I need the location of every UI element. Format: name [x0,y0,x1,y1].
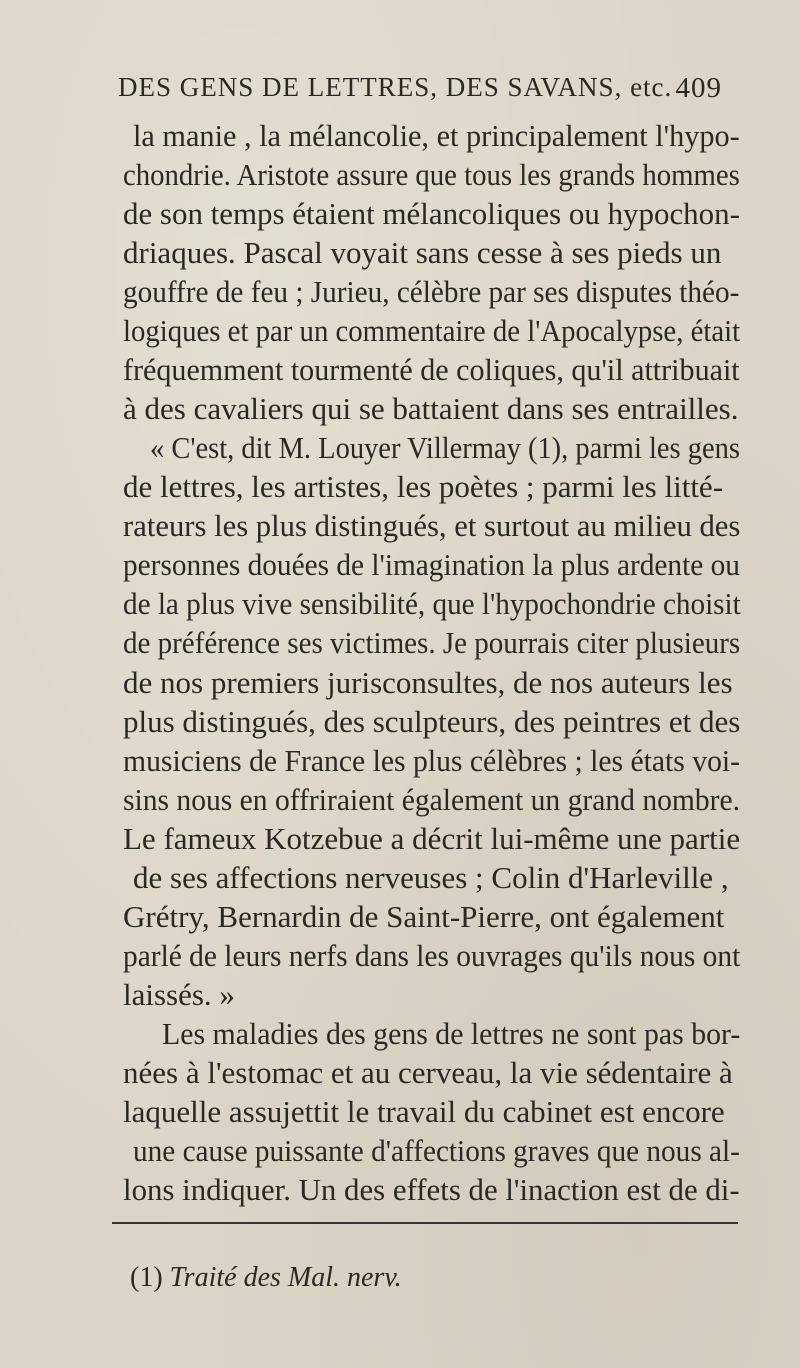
text-line: « C'est, dit M. Louyer Villermay (1), parmi les gens [150,430,740,465]
text-line: Le fameux Kotzebue a décrit lui-même une partie [123,821,741,856]
text-line: de son temps étaient mélancoliques ou hypochon- [123,196,740,231]
text-line: logiques et par un commentaire de l'Apocalypse, était [123,313,741,348]
text-line: laissés. » [123,977,235,1012]
text-line: de ses affections nerveuses ; Colin d'Harleville , [133,860,729,895]
text-line: nées à l'estomac et au cerveau, la vie sédentaire à [123,1055,733,1090]
text-line: de lettres, les artistes, les poètes ; parmi les litté- [123,469,724,504]
text-line: driaques. Pascal voyait sans cesse à ses pieds un [123,235,722,270]
text-line: parlé de leurs nerfs dans les ouvrages qu'ils nous ont [123,938,741,973]
running-title: DES GENS DE LETTRES, DES SAVANS, etc. [118,72,673,102]
text-line: personnes douées de l'imagination la plus ardente ou [123,547,740,582]
footnote-text: Traité des Mal. nerv. [169,1262,402,1293]
text-line: chondrie. Aristote assure que tous les grands hommes [123,157,740,192]
text-line: sins nous en offriraient également un grand nombre. [123,782,741,817]
footnote-rule [112,1222,738,1224]
text-line: laquelle assujettit le travail du cabinet est encore [123,1094,725,1129]
text-line: gouffre de feu ; Jurieu, célèbre par ses disputes théo- [123,274,740,309]
text-line: de la plus vive sensibilité, que l'hypochondrie choisit [123,586,741,621]
text-line: musiciens de France les plus célèbres ; les états voi- [123,743,741,778]
text-line: plus distingués, des sculpteurs, des peintres et des [123,704,741,739]
text-line: à des cavaliers qui se battaient dans ses entrailles. [123,391,739,426]
text-line: Grétry, Bernardin de Saint-Pierre, ont également [123,899,725,934]
text-line: lons indiquer. Un des effets de l'inaction est de di- [123,1172,740,1207]
page-number: 409 [675,72,722,104]
footnote-marker: (1) [130,1262,163,1293]
footnote [130,1262,402,1294]
text-line: la manie , la mélancolie, et principalement l'hypo- [133,118,740,153]
text-line: Les maladies des gens de lettres ne sont pas bor- [162,1016,741,1051]
text-line: de préférence ses victimes. Je pourrais citer plusieurs [123,625,741,660]
text-line: rateurs les plus distingués, et surtout au milieu des [123,508,741,543]
running-head [118,72,722,108]
text-line: de nos premiers jurisconsultes, de nos auteurs les [123,665,733,700]
text-line: fréquemment tourmenté de coliques, qu'il attribuait [123,352,740,387]
text-line: une cause puissante d'affections graves que nous al- [133,1133,740,1168]
